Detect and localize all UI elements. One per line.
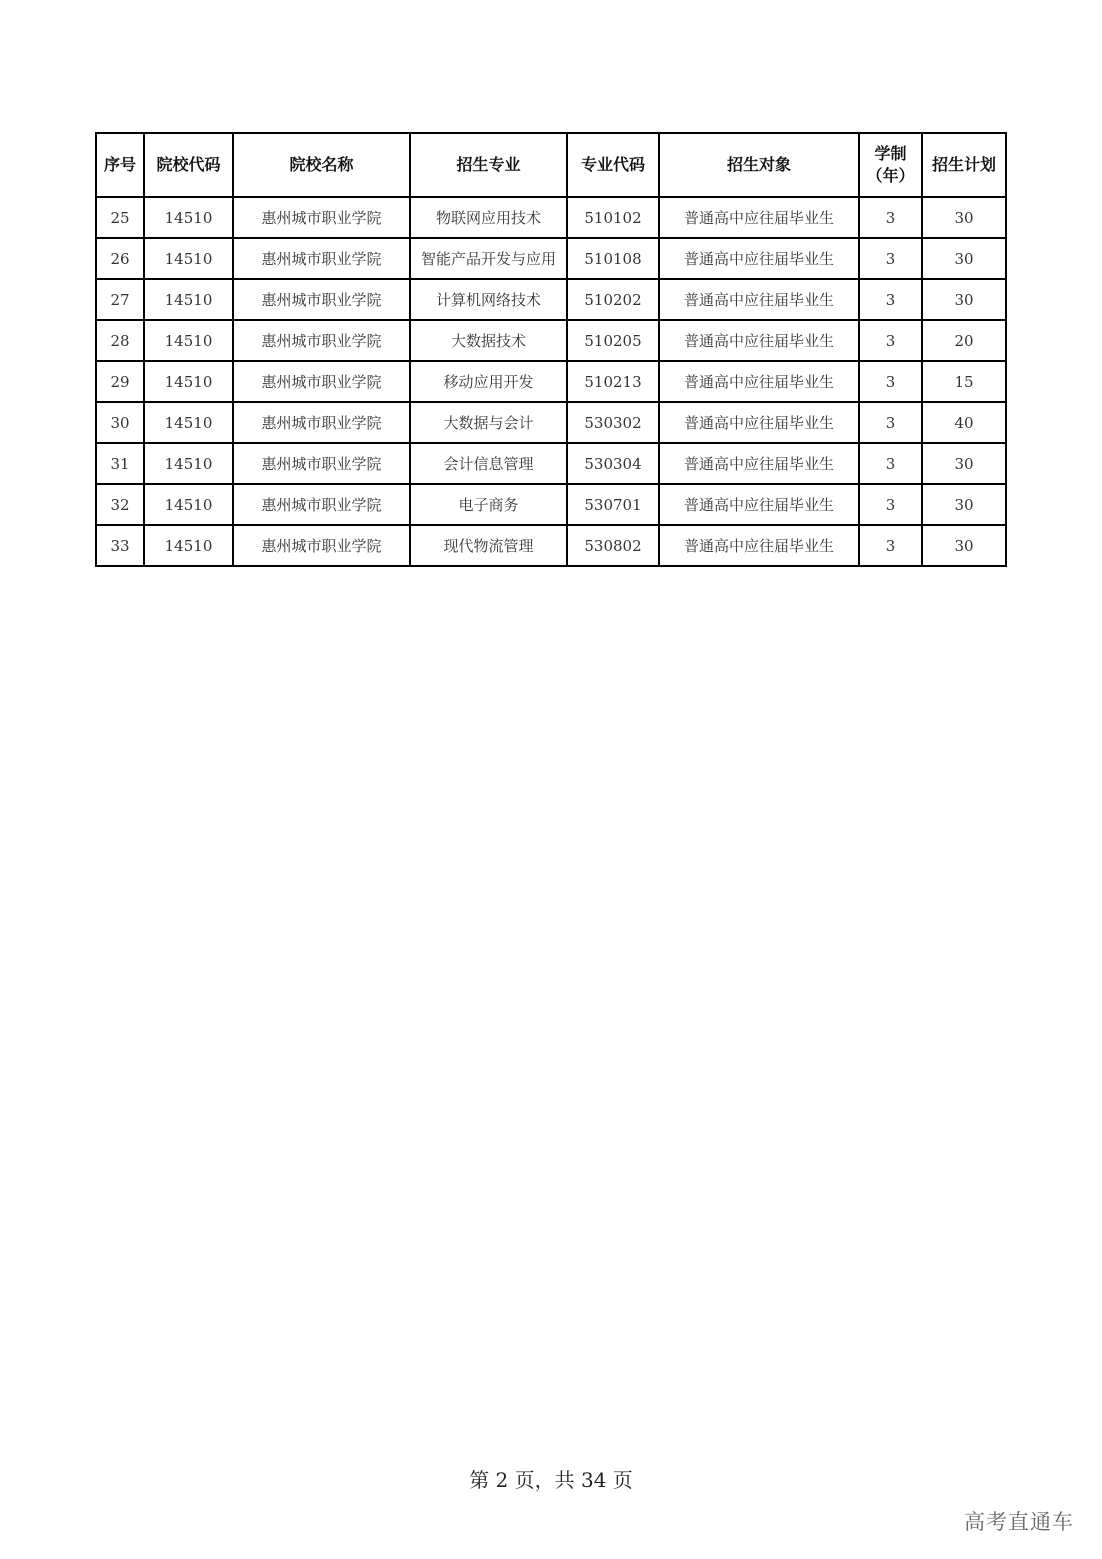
cell-plan: 30 — [922, 525, 1006, 566]
cell-plan: 20 — [922, 320, 1006, 361]
cell-target: 普通高中应往届毕业生 — [659, 320, 859, 361]
cell-target: 普通高中应往届毕业生 — [659, 238, 859, 279]
cell-school-name: 惠州城市职业学院 — [233, 402, 410, 443]
cell-school-name: 惠州城市职业学院 — [233, 279, 410, 320]
header-major: 招生专业 — [410, 133, 567, 197]
header-target: 招生对象 — [659, 133, 859, 197]
cell-school-code: 14510 — [144, 443, 233, 484]
cell-school-name: 惠州城市职业学院 — [233, 443, 410, 484]
cell-index: 33 — [96, 525, 144, 566]
header-school-name: 院校名称 — [233, 133, 410, 197]
cell-index: 25 — [96, 197, 144, 238]
cell-major: 电子商务 — [410, 484, 567, 525]
table-row — [96, 238, 1006, 279]
cell-target: 普通高中应往届毕业生 — [659, 402, 859, 443]
cell-major: 智能产品开发与应用 — [410, 238, 567, 279]
cell-plan: 30 — [922, 279, 1006, 320]
cell-major-code: 510202 — [567, 279, 659, 320]
cell-school-code: 14510 — [144, 197, 233, 238]
header-school-code: 院校代码 — [144, 133, 233, 197]
table-body — [96, 197, 1006, 566]
table-row — [96, 197, 1006, 238]
cell-duration: 3 — [859, 525, 922, 566]
cell-plan: 40 — [922, 402, 1006, 443]
cell-index: 27 — [96, 279, 144, 320]
cell-school-code: 14510 — [144, 484, 233, 525]
cell-duration: 3 — [859, 238, 922, 279]
cell-duration: 3 — [859, 402, 922, 443]
table-row — [96, 320, 1006, 361]
table-header-row — [96, 133, 1006, 197]
cell-major-code: 530302 — [567, 402, 659, 443]
table-row — [96, 361, 1006, 402]
table-row — [96, 279, 1006, 320]
cell-target: 普通高中应往届毕业生 — [659, 484, 859, 525]
cell-major-code: 510102 — [567, 197, 659, 238]
cell-school-code: 14510 — [144, 361, 233, 402]
cell-school-name: 惠州城市职业学院 — [233, 525, 410, 566]
cell-index: 29 — [96, 361, 144, 402]
header-major-code: 专业代码 — [567, 133, 659, 197]
cell-target: 普通高中应往届毕业生 — [659, 279, 859, 320]
cell-target: 普通高中应往届毕业生 — [659, 197, 859, 238]
cell-school-code: 14510 — [144, 402, 233, 443]
cell-plan: 15 — [922, 361, 1006, 402]
table-row — [96, 443, 1006, 484]
cell-major: 大数据与会计 — [410, 402, 567, 443]
cell-school-code: 14510 — [144, 279, 233, 320]
cell-major-code: 530802 — [567, 525, 659, 566]
cell-major-code: 530701 — [567, 484, 659, 525]
cell-major-code: 530304 — [567, 443, 659, 484]
table-row — [96, 484, 1006, 525]
cell-duration: 3 — [859, 197, 922, 238]
cell-duration: 3 — [859, 320, 922, 361]
cell-index: 28 — [96, 320, 144, 361]
cell-school-name: 惠州城市职业学院 — [233, 238, 410, 279]
cell-index: 31 — [96, 443, 144, 484]
header-plan: 招生计划 — [922, 133, 1006, 197]
cell-major: 大数据技术 — [410, 320, 567, 361]
cell-duration: 3 — [859, 279, 922, 320]
table-row — [96, 525, 1006, 566]
cell-index: 26 — [96, 238, 144, 279]
cell-duration: 3 — [859, 443, 922, 484]
cell-index: 30 — [96, 402, 144, 443]
cell-major-code: 510213 — [567, 361, 659, 402]
cell-duration: 3 — [859, 361, 922, 402]
cell-school-name: 惠州城市职业学院 — [233, 320, 410, 361]
cell-major-code: 510108 — [567, 238, 659, 279]
cell-plan: 30 — [922, 484, 1006, 525]
cell-major: 计算机网络技术 — [410, 279, 567, 320]
cell-major: 移动应用开发 — [410, 361, 567, 402]
table-row — [96, 402, 1006, 443]
cell-target: 普通高中应往届毕业生 — [659, 443, 859, 484]
cell-target: 普通高中应往届毕业生 — [659, 361, 859, 402]
cell-major: 现代物流管理 — [410, 525, 567, 566]
cell-plan: 30 — [922, 443, 1006, 484]
enrollment-plan-table — [95, 132, 1007, 567]
cell-index: 32 — [96, 484, 144, 525]
cell-school-name: 惠州城市职业学院 — [233, 484, 410, 525]
cell-target: 普通高中应往届毕业生 — [659, 525, 859, 566]
cell-school-code: 14510 — [144, 525, 233, 566]
page-number: 第 2 页，共 34 页 — [469, 1468, 633, 1492]
header-index: 序号 — [96, 133, 144, 197]
cell-major-code: 510205 — [567, 320, 659, 361]
cell-school-code: 14510 — [144, 320, 233, 361]
header-duration: 学制（年） — [859, 133, 922, 197]
cell-major: 会计信息管理 — [410, 443, 567, 484]
cell-school-name: 惠州城市职业学院 — [233, 197, 410, 238]
watermark: 高考直通车 — [964, 1510, 1074, 1534]
cell-school-code: 14510 — [144, 238, 233, 279]
cell-plan: 30 — [922, 238, 1006, 279]
cell-plan: 30 — [922, 197, 1006, 238]
cell-major: 物联网应用技术 — [410, 197, 567, 238]
cell-school-name: 惠州城市职业学院 — [233, 361, 410, 402]
cell-duration: 3 — [859, 484, 922, 525]
